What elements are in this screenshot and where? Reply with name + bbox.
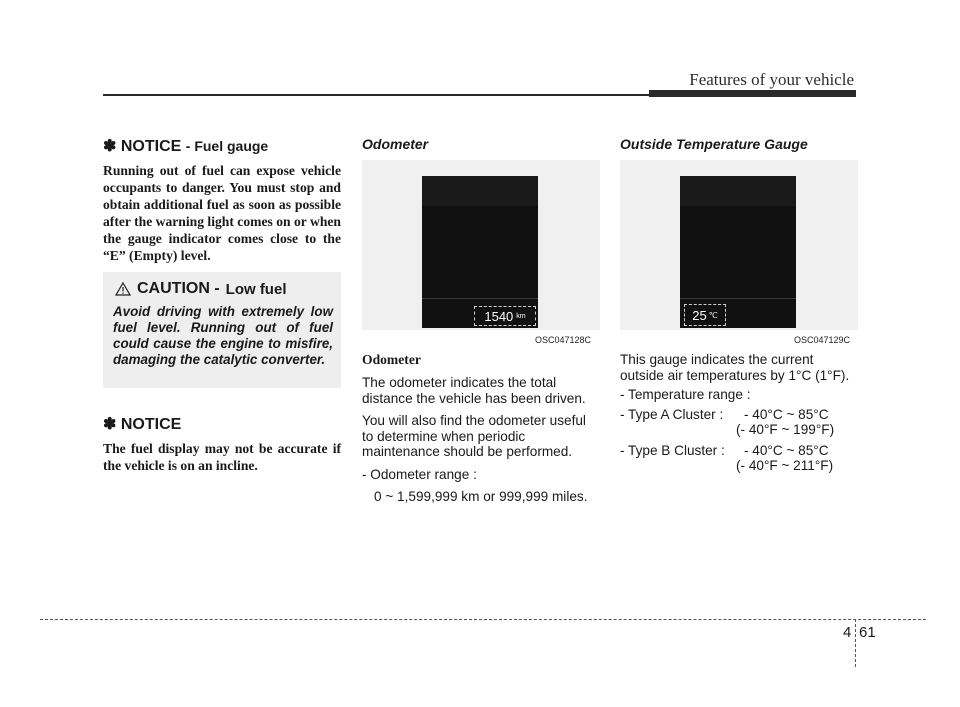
caution-heading xyxy=(115,280,286,298)
footer-divider xyxy=(855,619,856,667)
temperature-value: 25 xyxy=(692,307,707,323)
screen-divider xyxy=(680,298,796,299)
odometer-display xyxy=(474,306,536,326)
caution-subtitle: Low fuel xyxy=(225,280,287,298)
odometer-range-label: - Odometer range : xyxy=(362,466,477,482)
odometer-text xyxy=(362,352,600,512)
notice-marker-icon: ✽ xyxy=(103,138,117,155)
odometer-heading: Odometer xyxy=(362,136,429,152)
chapter-number: 4 xyxy=(843,624,852,641)
odometer-value: 1540 xyxy=(484,308,514,324)
header-rule xyxy=(103,94,649,96)
odometer-para2: You will also find the odometer useful to determine when periodic maintenance should be performed. xyxy=(362,413,586,459)
odometer-unit: km xyxy=(516,312,526,320)
screen-divider xyxy=(422,298,538,299)
image-code-odometer: OSC047128C xyxy=(535,335,592,345)
footer-rule xyxy=(40,619,926,620)
temperature-text xyxy=(620,352,858,479)
header-bar xyxy=(649,90,856,97)
notice2 xyxy=(103,414,341,474)
screen-top-band xyxy=(680,176,796,206)
type-b-label: - Type B Cluster : xyxy=(620,442,725,458)
column-temperature xyxy=(620,136,858,152)
temperature-para1: This gauge indicates the current outside air temperatures by 1°C (1°F). xyxy=(620,352,850,383)
cluster-screen xyxy=(680,176,796,328)
notice2-heading xyxy=(103,414,341,434)
notice2-marker-icon: ✽ xyxy=(103,416,117,433)
type-a-celsius: - 40°C ~ 85°C xyxy=(744,406,829,422)
notice-title: NOTICE xyxy=(120,138,182,155)
caution-title: CAUTION - xyxy=(137,280,220,297)
screen-top-band xyxy=(422,176,538,206)
column-odometer xyxy=(362,136,600,152)
type-a-fahrenheit: (- 40°F ~ 199°F) xyxy=(736,422,835,437)
type-b-fahrenheit: (- 40°F ~ 211°F) xyxy=(736,458,834,473)
odometer-image xyxy=(362,160,600,330)
notice-subtitle: - Fuel gauge xyxy=(185,138,269,154)
type-b-row xyxy=(620,443,858,459)
page-number: 61 xyxy=(859,624,876,641)
caution-box xyxy=(103,272,341,388)
image-code-temperature: OSC047129C xyxy=(794,335,851,345)
warning-triangle-icon xyxy=(115,282,131,296)
temperature-unit: ℃ xyxy=(708,310,718,320)
temperature-image xyxy=(620,160,858,330)
caution-body: Avoid driving with extremely low fuel level. Running out of fuel could cause the engine to misfire, damaging the catalytic converter. xyxy=(113,304,333,367)
cluster-screen xyxy=(422,176,538,328)
column-fuel xyxy=(103,136,341,264)
type-a-row xyxy=(620,407,858,423)
notice2-body: The fuel display may not be accurate if the vehicle is on an incline. xyxy=(103,441,341,473)
notice-body: Running out of fuel can expose vehicle occupants to danger. You must stop and obtain additional fuel as soon as possible after the warning light comes on or when the gauge indicator comes close to the “E” (Empty) level. xyxy=(103,163,341,263)
temperature-heading: Outside Temperature Gauge xyxy=(620,136,808,152)
section-title: Features of your vehicle xyxy=(689,70,854,89)
odometer-range-value: 0 ~ 1,599,999 km or 999,999 miles. xyxy=(374,489,588,504)
type-b-celsius: - 40°C ~ 85°C xyxy=(744,442,829,458)
notice2-title: NOTICE xyxy=(120,416,182,433)
type-a-label: - Type A Cluster : xyxy=(620,406,724,422)
odometer-para1: The odometer indicates the total distance the vehicle has been driven. xyxy=(362,375,586,406)
temperature-range-label: - Temperature range : xyxy=(620,387,751,402)
odometer-label: Odometer xyxy=(362,352,421,367)
notice-heading xyxy=(103,136,341,156)
temperature-display xyxy=(684,304,726,326)
